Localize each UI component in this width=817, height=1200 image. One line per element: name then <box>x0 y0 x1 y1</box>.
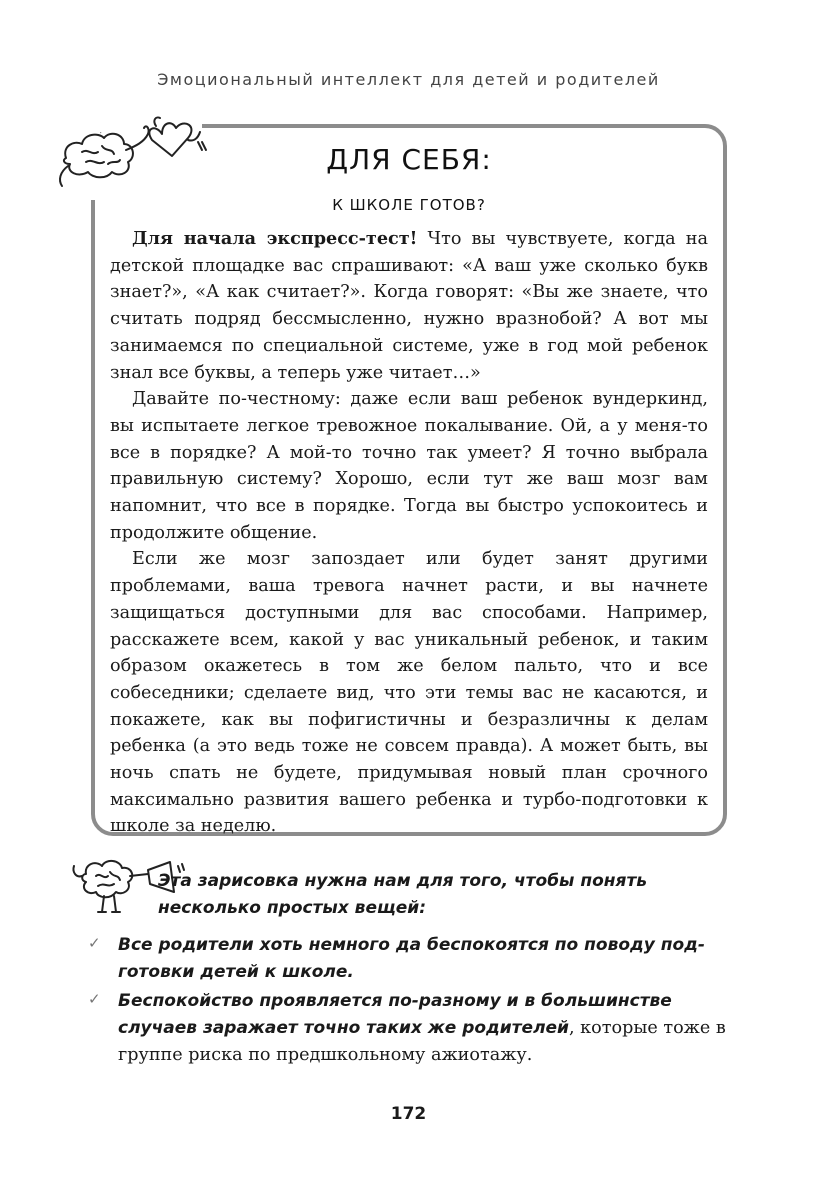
box-body <box>110 226 708 840</box>
running-header: Эмоциональный интеллект для детей и родителей <box>157 70 660 89</box>
page-number: 172 <box>390 1104 427 1124</box>
paragraph: Давайте по-честному: даже если ваш ребенок вундеркинд, вы испытаете легкое тревожное покалывание. Ой, а у меня-то все в порядке? А мой-то точно так умеет? Я точно выбрала правильную систему? Хорошо, если тут же ваш мозг вам напомнит, что все в порядке. Тогда вы быстро успокоитесь и продолжите общение. <box>110 389 708 543</box>
list-item <box>88 932 738 986</box>
check-icon: ✓ <box>88 934 101 952</box>
paragraph <box>110 226 708 386</box>
intro-text: Эта зарисовка нужна нам для того, чтобы понять несколько простых вещей: <box>158 871 648 918</box>
bullet-list <box>88 932 738 1071</box>
paragraph: Если же мозг запоздает или будет занят другими проблемами, ваша тревога начнет расти, и вы начнете защищаться доступными для вас способами. Например, расскажете всем, какой у вас уникальный ребенок, и таким образом окажетесь в том же белом пальто, что и все собеседники; сделаете вид, что эти темы вас не касаются, и покажете, как вы пофигистичны и безразличны к делам ребенка (а это ведь тоже не совсем правда). А может быть, вы ночь спать не будете, придумывая новый план срочного максимально развития вашего ребенка и турбо-подготовки к школе за неделю. <box>110 549 708 837</box>
paragraph-text: Что вы чувствуете, когда на детской площадке вас спрашивают: «А ваш уже сколько букв знает?», «А как считает?». Когда говорят: «Вы же знаете, что считать подряд бессмысленно, нужно вразнобой? А вот мы занимаемся по специальной системе, уже в год мой ребенок знал все буквы, а теперь уже читает…» <box>110 229 708 383</box>
check-icon: ✓ <box>88 990 101 1008</box>
box-subtitle: К ШКОЛЕ ГОТОВ? <box>332 196 486 214</box>
bullet-text: Все родители хоть немного да беспокоятся по поводу подготовки детей к школе. <box>118 935 705 982</box>
lead-phrase: Для начала экспресс-тест! <box>132 228 418 249</box>
bullet-text: , которые тоже в группе риска по предшкольному ажиотажу. <box>118 1018 726 1065</box>
box-title: ДЛЯ СЕБЯ: <box>326 143 492 176</box>
list-item <box>88 988 738 1069</box>
bullet-text-emphasis: Беспокойство проявляется по-разному и в большинстве случаев заражает точно таких же родителей <box>118 991 672 1038</box>
